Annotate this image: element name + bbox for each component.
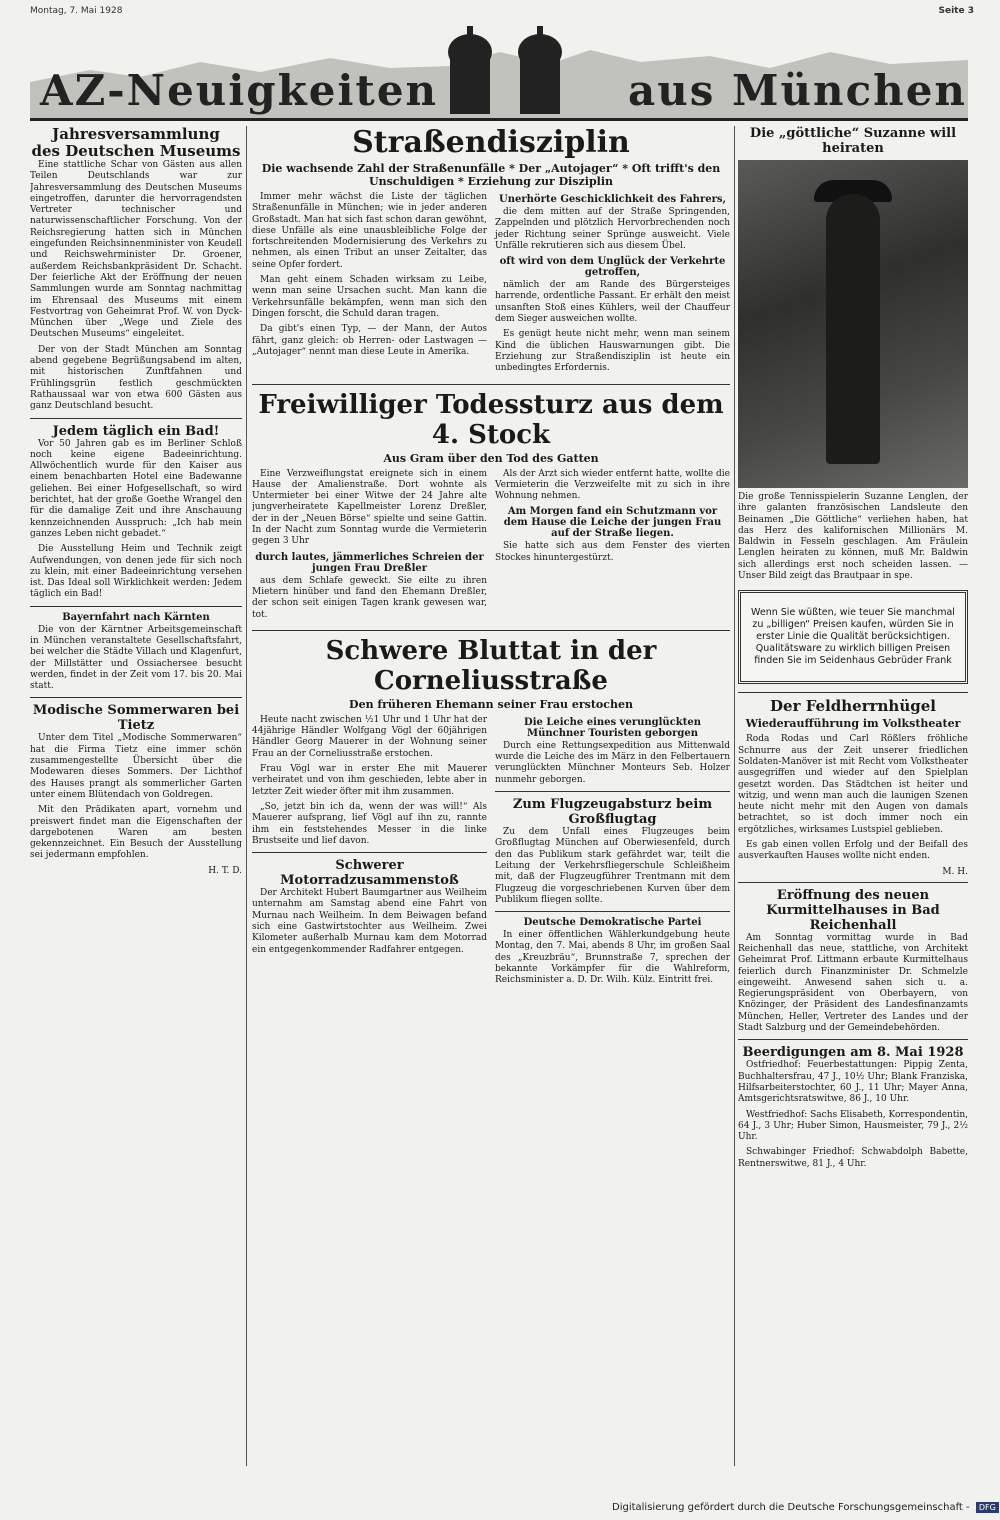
article-headline: des Deutschen Museums bbox=[31, 142, 241, 160]
footer-text: Digitalisierung gefördert durch die Deutsche Forschungsgemeinschaft - bbox=[612, 1502, 970, 1513]
article-byline: H. T. D. bbox=[208, 865, 242, 876]
article-paragraph: Es gab einen vollen Erfolg und der Beifall des ausverkauften Hauses wollte nicht enden. bbox=[738, 840, 968, 862]
text-column bbox=[252, 715, 487, 991]
digitization-footer bbox=[612, 1502, 999, 1513]
article-byline: M. H. bbox=[942, 866, 968, 877]
column-center bbox=[252, 126, 730, 1466]
article-subheadline: Unerhörte Geschicklichkeit des Fahrers, bbox=[499, 194, 726, 205]
article-paragraph: Roda Rodas und Carl Rößlers fröhliche Schnurre aus der Zeit unserer friedlichen Soldaten-Manöver ist mit Recht vom Volkstheater ausgegriffen und wieder auf den Spielplan gesetzt worden. Das Städtchen ist heiter und witzig, und wenn man auch die launigen Szenen heute nicht mehr mit den Augen von damals betrachtet, so ist doch immer noch ein ergötzliches, wirksames Lustspiel geblieben. bbox=[738, 734, 968, 835]
divider bbox=[252, 852, 487, 853]
news-photo bbox=[738, 160, 968, 488]
article-paragraph: Ostfriedhof: Feuerbestattungen: Pippig Zenta, Buchhaltersfrau, 47 J., 10½ Uhr; Blank Franziska, Hilfsarbeiterstochter, 60 J., 11 Uhr; Mayer Anna, Amtsgerichtsratswitwe, 86 J., 10 Uhr. bbox=[738, 1060, 968, 1105]
article-subheadline: Die wachsende Zahl der Straßenunfälle * Der „Autojager“ * Oft trifft's den Unschuldigen * Erziehung zur Disziplin bbox=[261, 162, 721, 188]
article-paragraph: Immer mehr wächst die Liste der täglichen Straßenunfälle in München; wie in jeder anderen Großstadt. Man hat sich fast schon daran gewöhnt, diese Unfälle als eine unausbleibliche Folge der fortschreitenden Modernisierung des Verkehrs zu nehmen, als einen Tribut an unser Zeitalter, das seine Opfer fordert. bbox=[252, 192, 487, 270]
article-paragraph: Schwabinger Friedhof: Schwabdolph Babette, Rentnerswitwe, 81 J., 4 Uhr. bbox=[738, 1147, 968, 1169]
article-headline: Der Feldherrnhügel bbox=[770, 697, 936, 716]
text-column bbox=[252, 192, 487, 379]
divider bbox=[738, 1039, 968, 1040]
article-paragraph: Am Sonntag vormittag wurde in Bad Reichenhall das neue, stattliche, von Architekt Geheimrat Prof. Littmann erbaute Kurmittelhaus feierlich durch Finanzminister Dr. Schmelzle eingeweiht. Anwesend sahen sich u. a. Regierungspräsident von Oberbayern, von Knözinger, der Präsident des Landesfinanzamts München, Heller, Vertreter des Landes und der Stadt Salzburg und der Gemeindebehörden. bbox=[738, 932, 968, 1034]
article-paragraph: Sie hatte sich aus dem Fenster des vierten Stockes hinuntergestürzt. bbox=[495, 541, 730, 563]
article-paragraph: In einer öffentlichen Wählerkundgebung heute Montag, den 7. Mai, abends 8 Uhr, im großen Saal des „Kreuzbräu“, Brunnstraße 7, sprechen der bekannte Vorkämpfer für die Wahlreform, Reichsminister a. D. Dr. Wilh. Külz. Eintritt frei. bbox=[495, 930, 730, 986]
article-paragraph: Als der Arzt sich wieder entfernt hatte, wollte die Vermieterin die Verzweifelte mit zu sich in ihre Wohnung nehmen. bbox=[495, 468, 730, 502]
article-subheadline: Den früheren Ehemann seiner Frau erstochen bbox=[349, 697, 633, 711]
article-headline: Jahresversammlung bbox=[52, 126, 220, 143]
article-paragraph: Der von der Stadt München am Sonntag abend gegebene Begrüßungsabend im alten, mit historischen Zunftfahnen und Frühlingsgrün festlich geschmückten Rathaussaal war von etwa 600 Gästen aus ganz Deutschland besucht. bbox=[30, 344, 242, 412]
text-column bbox=[495, 715, 730, 991]
article-paragraph: Heute nacht zwischen ½1 Uhr und 1 Uhr hat der 44jährige Händler Wolfgang Vögl der 60jährigen Händler Georg Mauerer in der Wohnung seiner Frau an der Corneliusstraße erstochen. bbox=[252, 714, 487, 759]
article-headline: Eröffnung des neuen Kurmittelhauses in Bad Reichenhall bbox=[766, 887, 940, 933]
date-line: Montag, 7. Mai 1928 bbox=[30, 6, 123, 16]
page-label: Seite 3 bbox=[938, 6, 974, 16]
section-title-left: AZ-Neuigkeiten bbox=[40, 66, 439, 115]
column-divider bbox=[246, 126, 247, 1466]
text-column bbox=[252, 469, 487, 625]
advertisement bbox=[738, 590, 968, 684]
divider bbox=[252, 630, 730, 631]
dfg-logo: DFG bbox=[976, 1502, 999, 1513]
article-paragraph: Man geht einem Schaden wirksam zu Leibe, wenn man seine Ursachen sucht. Man kann die Verkehrsunfälle bekämpfen, wenn man sich den Dingen forscht, die Schuld daran tragen. bbox=[252, 275, 487, 319]
article-headline: Straßendisziplin bbox=[352, 126, 630, 160]
section-masthead bbox=[30, 22, 968, 122]
divider bbox=[30, 418, 242, 419]
article-paragraph: nämlich der am Rande des Bürgersteiges harrende, ordentliche Passant. Er erhält den meist unsanften Stoß eines Kühlers, weil der Chauffeur dem Sieger ausweichen wollte. bbox=[495, 280, 730, 325]
advertisement-text: Wenn Sie wüßten, wie teuer Sie manchmal zu „billigen“ Preisen kaufen, würden Sie in erster Linie die Qualität berücksichtigen. Qualitätsware zu wirklich billigen Preisen finden Sie im Seidenhaus Gebrüder Frank bbox=[751, 607, 955, 667]
masthead-rule bbox=[30, 118, 968, 121]
article-paragraph: Da gibt's einen Typ, — der Mann, der Autos fährt, ganz gleich: ob Herren- oder Lastwagen — „Autojager“ nennt man diese Leute in Amerika. bbox=[252, 324, 487, 357]
section-title-right: aus München bbox=[628, 66, 967, 115]
article-paragraph: Frau Vögl war in erster Ehe mit Mauerer verheiratet und von ihm geschieden, lebte aber in letzter Zeit wieder öfter mit ihm zusammen. bbox=[252, 764, 487, 797]
article-headline: Zum Flugzeugabsturz beim Großflugtag bbox=[512, 797, 713, 828]
article-paragraph: Es genügt heute nicht mehr, wenn man seinem Kind die üblichen Hauswarnungen gibt. Die Erziehung zur Straßendisziplin ist heute ein unbedingtes Erfordernis. bbox=[495, 329, 730, 374]
article-subheadline: Wiederaufführung im Volkstheater bbox=[745, 717, 961, 731]
article-paragraph: Die Ausstellung Heim und Technik zeigt Aufwendungen, von denen jede für sich noch zu klein, mit einer Badeeinrichtung versehen ist. Das Ideal soll Wirklichkeit werden: Jedem täglich ein Bad! bbox=[30, 544, 242, 600]
article-headline: Die „göttliche“ Suzanne will heiraten bbox=[749, 126, 957, 156]
text-column bbox=[495, 469, 730, 625]
article-paragraph: Mit den Prädikaten apart, vornehm und preiswert findet man die Eigenschaften der dargebotenen Waren am besten gekennzeichnet. Ein Besuch der Ausstellung sei jedermann empfohlen. bbox=[30, 805, 242, 861]
article-subheadline: Am Morgen fand ein Schutzmann vor dem Hause die Leiche der jungen Frau auf der Straße liegen. bbox=[503, 506, 722, 540]
article-paragraph: Die von der Kärntner Arbeitsgemeinschaft in München veranstaltete Gesellschaftsfahrt, bei welcher die Städte Villach und Klagenfurt, der Millstätter und Ossiachersee besucht werden, findet in der Zeit vom 17. bis 20. Mai statt. bbox=[30, 624, 242, 692]
article-paragraph: Unter dem Titel „Modische Sommerwaren“ hat die Firma Tietz eine immer schön zusammengestellte Übersicht über die Modewaren dieses Sommers. Der Lichthof des Hauses prangt als sommerlicher Garten unter einem Blütendach von Goldregen. bbox=[30, 733, 242, 800]
article-subheadline: Die Leiche eines verunglückten Münchner Touristen geborgen bbox=[524, 716, 701, 739]
article-headline: Modische Sommerwaren bei Tietz bbox=[32, 703, 240, 734]
article-paragraph: Westfriedhof: Sachs Elisabeth, Korrespondentin, 64 J., 3 Uhr; Huber Simon, Hausmeister, 79 J., 2½ Uhr. bbox=[738, 1109, 968, 1143]
two-column-text bbox=[252, 715, 730, 991]
article-subheadline: durch lautes, jämmerliches Schreien der jungen Frau Dreßler bbox=[255, 551, 484, 574]
divider bbox=[495, 911, 730, 912]
article-paragraph: die dem mitten auf der Straße Springenden, Zappelnden und plötzlich Hervorbrechenden noch jeder Richtung seiner Sprünge ausweicht. Viele Unfälle rekrutieren sich aus diesem Übel. bbox=[495, 207, 730, 251]
article-headline: Freiwilliger Todessturz aus dem 4. Stock bbox=[258, 389, 724, 450]
article-paragraph: aus dem Schlafe geweckt. Sie eilte zu ihren Mietern hinüber und fand den Ehemann Dreßler, der schon seit einigen Tagen krank gewesen war, tot. bbox=[252, 575, 487, 620]
article-headline: Schwere Bluttat in der Corneliusstraße bbox=[325, 635, 657, 696]
article-subheadline: oft wird von dem Unglück der Verkehrte getroffen, bbox=[499, 256, 726, 279]
divider bbox=[252, 384, 730, 385]
article-headline: Jedem täglich ein Bad! bbox=[52, 423, 220, 439]
article-headline: Bayernfahrt nach Kärnten bbox=[62, 611, 210, 623]
article-paragraph: Eine Verzweiflungstat ereignete sich in einem Hause der Amalienstraße. Dort wohnte als Untermieter bei einer Witwe der 24 Jahre alte jungverheiratete Kapellmeister Lorenz Dreßler, der in der „Neuen Börse“ spielte und seine Gattin. In der Nacht zum Sonntag wurde die Vermieterin gegen 3 Uhr bbox=[252, 468, 487, 547]
two-column-text bbox=[252, 469, 730, 625]
divider bbox=[738, 692, 968, 693]
divider bbox=[738, 882, 968, 883]
article-paragraph: Eine stattliche Schar von Gästen aus allen Teilen Deutschlands war zur Jahresversammlung des Deutschen Museums eingetroffen, darunter die hervorragendsten Vertreter technischer und naturwissenschaftlicher Forschung. Von der Reichsregierung hatten sich in München eingefunden Reichsinnenminister von Keudell und Reichswehrminister Dr. Groener, außerdem Reichsbankpräsident Dr. Schacht. Der feierliche Akt der Eröffnung der neuen Sammlungen wurde am Sonntag nachmittag im Ehrensaal des Museums mit einem Festvortrag von Geheimrat Prof. W. von Dyck-München über „Wege und Ziele des Deutschen Museums“ eingeleitet. bbox=[30, 160, 242, 340]
article-headline: Motorradzusammenstoß bbox=[280, 873, 459, 889]
article-paragraph: Vor 50 Jahren gab es im Berliner Schloß noch keine eigene Badeeinrichtung. Allwöchentlich wurde für den Kaiser aus einem benachbarten Hotel eine Badewanne geliehen. Bei einer Hofgesellschaft, so wird berichtet, hat der große Goethe Wrangel den für die damalige Zeit und ihre Anschauung kennzeichnenden Ausspruch: „Ich hab mein ganzes Leben nicht gebadet.“ bbox=[30, 438, 242, 539]
column-divider bbox=[734, 126, 735, 1466]
article-paragraph: Durch eine Rettungsexpedition aus Mittenwald wurde die Leiche des im März in den Felbertauern verunglückten Münchner Monteurs Seb. Holzer nunmehr geborgen. bbox=[495, 740, 730, 785]
person-figure bbox=[826, 194, 880, 464]
column-right bbox=[738, 126, 968, 1466]
divider bbox=[30, 606, 242, 607]
divider bbox=[30, 697, 242, 698]
two-column-text bbox=[252, 192, 730, 379]
text-column bbox=[495, 192, 730, 379]
article-headline: Deutsche Demokratische Partei bbox=[523, 917, 702, 929]
article-paragraph: Der Architekt Hubert Baumgartner aus Weilheim unternahm am Samstag abend eine Fahrt von Murnau nach Weilheim. In dem Beiwagen befand sich eine Gastwirtstochter aus Weilheim. Zwei Kilometer außerhalb Murnau kam dem Motorrad ein entgegenkommender Radfahrer entgegen. bbox=[252, 888, 487, 955]
column-left bbox=[30, 126, 242, 1466]
article-headline: Schwerer bbox=[335, 858, 404, 874]
article-subheadline: Aus Gram über den Tod des Gatten bbox=[383, 451, 599, 465]
divider bbox=[495, 791, 730, 792]
photo-caption: Die große Tennisspielerin Suzanne Lenglen, der ihre galanten französischen Landsleute den Beinamen „Die Göttliche“ verliehen haben, hat das Herz des kalifornischen Millionärs M. Baldwin in Fesseln geschlagen. Am Fräulein Lenglen heiraten zu können, muß Mr. Baldwin sich allerdings erst noch scheiden lassen. — Unser Bild zeigt das Brautpaar in spe. bbox=[738, 492, 968, 582]
article-headline: Beerdigungen am 8. Mai 1928 bbox=[742, 1045, 964, 1061]
top-line bbox=[30, 6, 974, 20]
article-paragraph: „So, jetzt bin ich da, wenn der was will!“ Als Mauerer aufsprang, lief Vögl auf ihn zu, rannte ihm ein feststehendes Messer in die linke Brustseite und lief davon. bbox=[252, 801, 487, 846]
article-paragraph: Zu dem Unfall eines Flugzeuges beim Großflugtag München auf Oberwiesenfeld, durch den das Publikum stark gefährdet war, teilt die Leitung der Verkehrsfliegerschule Schleißheim mit, daß der Flugzeugführer Trentmann mit dem Flugzeug die vorgeschriebenen Kurven über dem Publikum fliegen sollte. bbox=[495, 827, 730, 905]
